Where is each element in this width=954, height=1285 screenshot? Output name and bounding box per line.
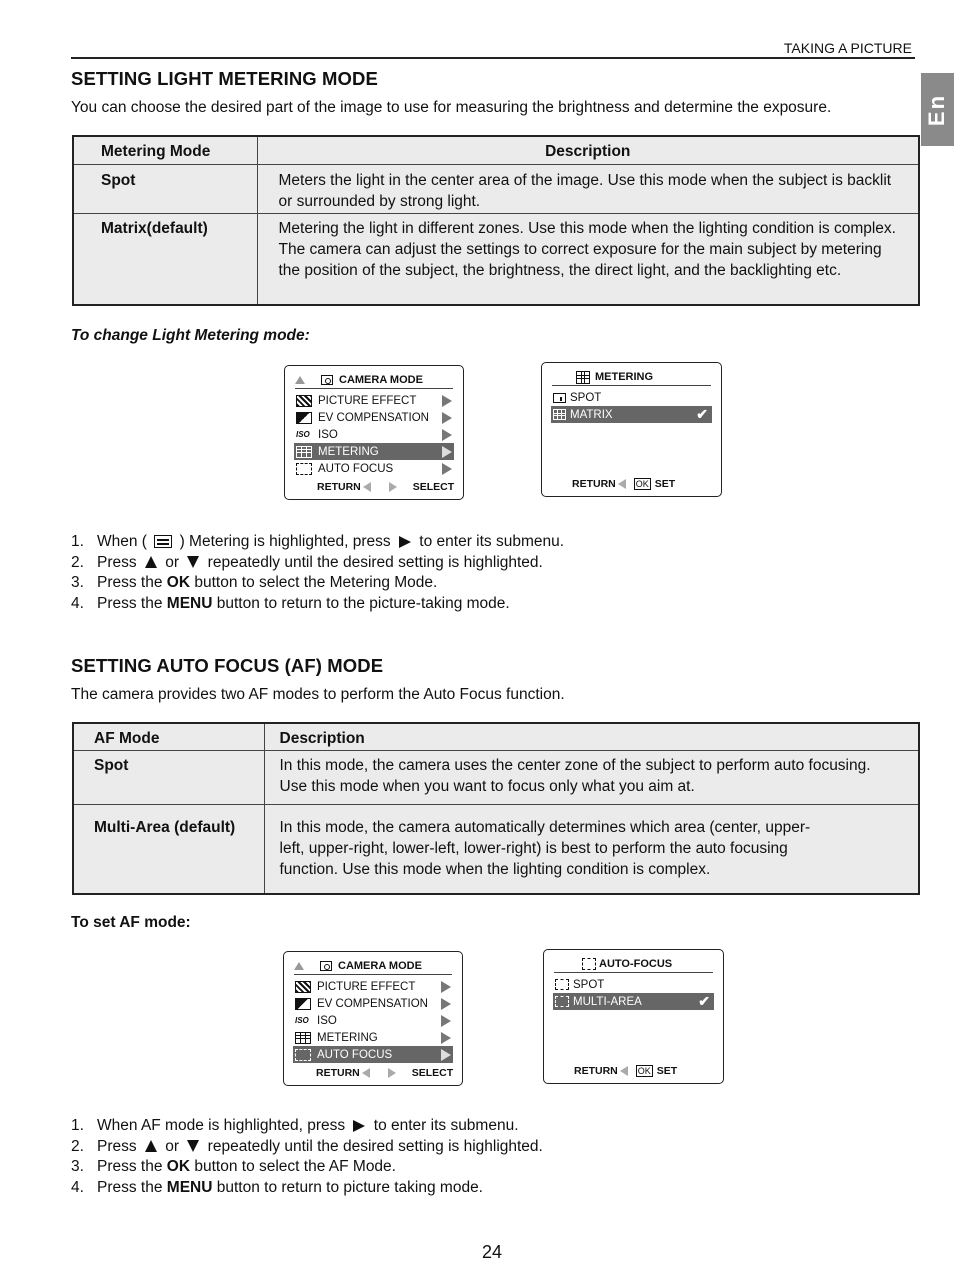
arrow-right-icon — [442, 429, 452, 441]
arrow-down-icon — [187, 1140, 199, 1152]
step-number: 2. — [71, 553, 84, 571]
lcd-item-label: PICTURE EFFECT — [317, 980, 416, 993]
af-steps — [71, 1116, 543, 1198]
metering-icon — [296, 446, 312, 458]
lcd-footer — [574, 1065, 677, 1077]
step-text: to enter its submenu. — [419, 533, 565, 550]
lcd-title-text: CAMERA MODE — [338, 960, 422, 972]
iso-icon: ISO — [295, 1015, 309, 1025]
step-text: or — [165, 553, 180, 571]
lcd-item-label: ISO — [317, 1014, 337, 1027]
language-label: En — [924, 93, 950, 126]
arrow-right-icon — [353, 1120, 365, 1132]
check-icon: ✔ — [698, 993, 710, 1009]
table-row — [73, 751, 919, 805]
lcd-item-label: AUTO FOCUS — [318, 462, 394, 475]
left-arrow-icon — [363, 482, 371, 492]
metering-icon — [576, 371, 590, 384]
step-text: When AF mode is highlighted, press — [97, 1117, 346, 1134]
step-text: repeatedly until the desired setting is highlighted. — [207, 1137, 543, 1155]
step-number: 1. — [71, 1117, 84, 1134]
lcd-item-picture-effect — [293, 978, 453, 995]
lcd-title — [552, 369, 711, 386]
step-text: button to return to the picture-taking mode. — [216, 594, 510, 612]
table-cell-mode: Spot — [73, 165, 257, 214]
ev-icon — [296, 412, 312, 424]
metering-title: SETTING LIGHT METERING MODE — [71, 68, 378, 89]
metering-icon — [295, 1032, 311, 1044]
arrow-up-icon — [145, 556, 157, 568]
lcd-item-iso — [294, 426, 454, 443]
check-icon: ✔ — [696, 406, 708, 422]
lcd-title — [295, 372, 453, 389]
left-arrow-icon — [362, 1068, 370, 1078]
lcd-option-multi-area — [553, 993, 714, 1010]
step-text: repeatedly until the desired setting is highlighted. — [207, 553, 543, 571]
step-text: to enter its submenu. — [373, 1117, 519, 1134]
lcd-title-text: AUTO-FOCUS — [599, 958, 673, 970]
auto-focus-icon — [582, 958, 596, 970]
table-header-row — [73, 723, 919, 751]
lcd-item-picture-effect — [294, 392, 454, 409]
lcd-item-label: ISO — [318, 428, 338, 441]
arrow-right-icon — [399, 536, 411, 548]
table-header-row — [73, 136, 919, 165]
step-text: ) Metering is highlighted, press — [179, 533, 391, 550]
matrix-icon — [553, 409, 566, 420]
auto-focus-icon — [296, 463, 312, 475]
ev-icon — [295, 998, 311, 1010]
table-cell-description: In this mode, the camera uses the center zone of the subject to perform auto focusing. Use this mode when you want to focus only what you aim at. — [264, 751, 919, 805]
list-item — [71, 594, 564, 615]
lcd-title — [554, 956, 713, 973]
step-text: Press the — [97, 1158, 163, 1175]
lcd-item-metering — [294, 443, 454, 460]
table-cell-mode: Multi-Area (default) — [73, 805, 264, 894]
af-intro: The camera provides two AF modes to perform the Auto Focus function. — [71, 686, 565, 703]
ok-icon: OK — [637, 1066, 651, 1076]
lcd-item-label: PICTURE EFFECT — [318, 394, 417, 407]
table-row — [73, 165, 919, 214]
table-cell-description: Meters the light in the center area of the image. Use this mode when the subject is backlit or surrounded by strong light. — [257, 165, 919, 214]
metering-steps — [71, 532, 564, 614]
menu-button-label: MENU — [166, 594, 213, 612]
lcd-option-spot — [551, 389, 712, 406]
lcd-title-text: METERING — [595, 371, 654, 383]
picture-effect-icon — [295, 981, 311, 993]
arrow-right-icon — [442, 412, 452, 424]
page-number: 24 — [481, 1242, 503, 1262]
af-howto: To set AF mode: — [71, 914, 191, 931]
lcd-af-submenu — [543, 949, 724, 1084]
ok-icon: OK — [635, 479, 649, 489]
list-item — [71, 532, 564, 553]
left-arrow-icon — [620, 1066, 628, 1076]
lcd-option-label: SPOT — [570, 391, 602, 404]
lcd-item-auto-focus — [293, 1046, 453, 1063]
step-text: button to select the Metering Mode. — [194, 574, 438, 591]
step-number: 4. — [71, 1178, 84, 1196]
ok-button-label: OK — [166, 574, 191, 591]
spot-icon — [553, 393, 566, 403]
lcd-item-label: METERING — [318, 445, 379, 458]
lcd-option-spot — [553, 976, 714, 993]
multi-area-icon — [555, 996, 569, 1007]
table-row — [73, 214, 919, 305]
table-cell-description: Metering the light in different zones. Use this mode when the lighting condition is complex. The camera can adjust the settings to correct exposure for the main subject by metering the position of the subject, the brightness, the direct light, and the backlighting etc. — [257, 214, 919, 305]
lcd-item-label: EV COMPENSATION — [317, 997, 428, 1010]
table-cell-mode: Spot — [73, 751, 264, 805]
list-item — [71, 1157, 543, 1178]
step-text: When ( — [97, 533, 147, 550]
lcd-item-iso — [293, 1012, 453, 1029]
lcd-footer — [316, 1067, 453, 1079]
table-header-mode: AF Mode — [73, 723, 264, 751]
up-arrow-icon — [294, 962, 304, 970]
table-header-description: Description — [264, 723, 919, 751]
lcd-return-label: RETURN — [316, 1067, 360, 1079]
right-arrow-icon — [388, 1068, 396, 1078]
list-item — [71, 1137, 543, 1158]
lcd-title — [294, 958, 452, 975]
lcd-camera-mode-metering — [284, 365, 464, 500]
table-header-mode: Metering Mode — [73, 136, 257, 165]
auto-focus-icon — [295, 1049, 311, 1061]
list-item — [71, 1178, 543, 1199]
step-number: 3. — [71, 1158, 84, 1175]
list-item — [71, 553, 564, 574]
step-text: Press — [97, 1137, 137, 1155]
arrow-up-icon — [145, 1140, 157, 1152]
lcd-option-label: MULTI-AREA — [573, 995, 642, 1008]
arrow-right-icon — [442, 463, 452, 475]
lcd-return-label: RETURN — [574, 1065, 618, 1077]
menu-button-label: MENU — [166, 1178, 213, 1196]
lcd-option-label: MATRIX — [570, 408, 613, 421]
arrow-right-icon — [441, 1015, 451, 1027]
arrow-right-icon — [441, 1049, 451, 1061]
step-text: Press the — [97, 594, 163, 612]
lcd-option-matrix — [551, 406, 712, 423]
ok-button-label: OK — [166, 1158, 191, 1175]
lcd-option-label: SPOT — [573, 978, 605, 991]
arrow-right-icon — [441, 1032, 451, 1044]
step-number: 1. — [71, 533, 84, 550]
af-title: SETTING AUTO FOCUS (AF) MODE — [71, 655, 384, 676]
arrow-right-icon — [441, 998, 451, 1010]
lcd-footer — [317, 481, 454, 493]
lcd-set-label: SET — [654, 478, 676, 490]
picture-effect-icon — [296, 395, 312, 407]
lcd-item-ev — [294, 409, 454, 426]
arrow-right-icon — [442, 395, 452, 407]
table-cell-mode: Matrix(default) — [73, 214, 257, 305]
step-text: or — [165, 1137, 180, 1155]
iso-icon: ISO — [296, 429, 310, 439]
right-arrow-icon — [389, 482, 397, 492]
lcd-return-label: RETURN — [317, 481, 361, 493]
lcd-item-auto-focus — [294, 460, 454, 477]
table-row — [73, 805, 919, 894]
step-number: 2. — [71, 1137, 84, 1155]
table-cell-description: In this mode, the camera automatically determines which area (center, upper-left, upper-right, lower-left, lower-right) is best to perform the auto focusing function. Use this mode when the lighting condition is complex. — [264, 805, 919, 894]
metering-icon — [154, 535, 172, 548]
lcd-select-label: SELECT — [412, 481, 455, 493]
table-header-description: Description — [257, 136, 919, 165]
lcd-item-metering — [293, 1029, 453, 1046]
lcd-footer — [572, 478, 675, 490]
list-item — [71, 1116, 543, 1137]
step-number: 3. — [71, 574, 84, 591]
lcd-return-label: RETURN — [572, 478, 616, 490]
step-text: button to return to picture taking mode. — [216, 1178, 483, 1196]
step-number: 4. — [71, 594, 84, 612]
up-arrow-icon — [295, 376, 305, 384]
header-rule — [71, 57, 915, 59]
step-text: Press the — [97, 574, 163, 591]
camera-icon — [320, 961, 332, 971]
lcd-select-label: SELECT — [411, 1067, 454, 1079]
af-table — [72, 722, 920, 895]
metering-table — [72, 135, 920, 306]
metering-howto: To change Light Metering mode: — [71, 327, 310, 344]
spot-af-icon — [555, 979, 569, 990]
lcd-item-label: EV COMPENSATION — [318, 411, 429, 424]
language-tab — [921, 73, 954, 146]
step-text: Press the — [97, 1178, 163, 1196]
step-text: Press — [97, 553, 137, 571]
arrow-right-icon — [441, 981, 451, 993]
lcd-set-label: SET — [656, 1065, 678, 1077]
left-arrow-icon — [618, 479, 626, 489]
step-text: button to select the AF Mode. — [194, 1158, 396, 1175]
lcd-title-text: CAMERA MODE — [339, 374, 423, 386]
metering-intro: You can choose the desired part of the image to use for measuring the brightness and determine the exposure. — [71, 99, 832, 116]
list-item — [71, 573, 564, 594]
lcd-item-ev — [293, 995, 453, 1012]
lcd-item-label: METERING — [317, 1031, 378, 1044]
lcd-camera-mode-af — [283, 951, 463, 1086]
camera-icon — [321, 375, 333, 385]
running-header: TAKING A PICTURE — [783, 40, 912, 56]
arrow-down-icon — [187, 556, 199, 568]
lcd-metering-submenu — [541, 362, 722, 497]
lcd-item-label: AUTO FOCUS — [317, 1048, 393, 1061]
arrow-right-icon — [442, 446, 452, 458]
